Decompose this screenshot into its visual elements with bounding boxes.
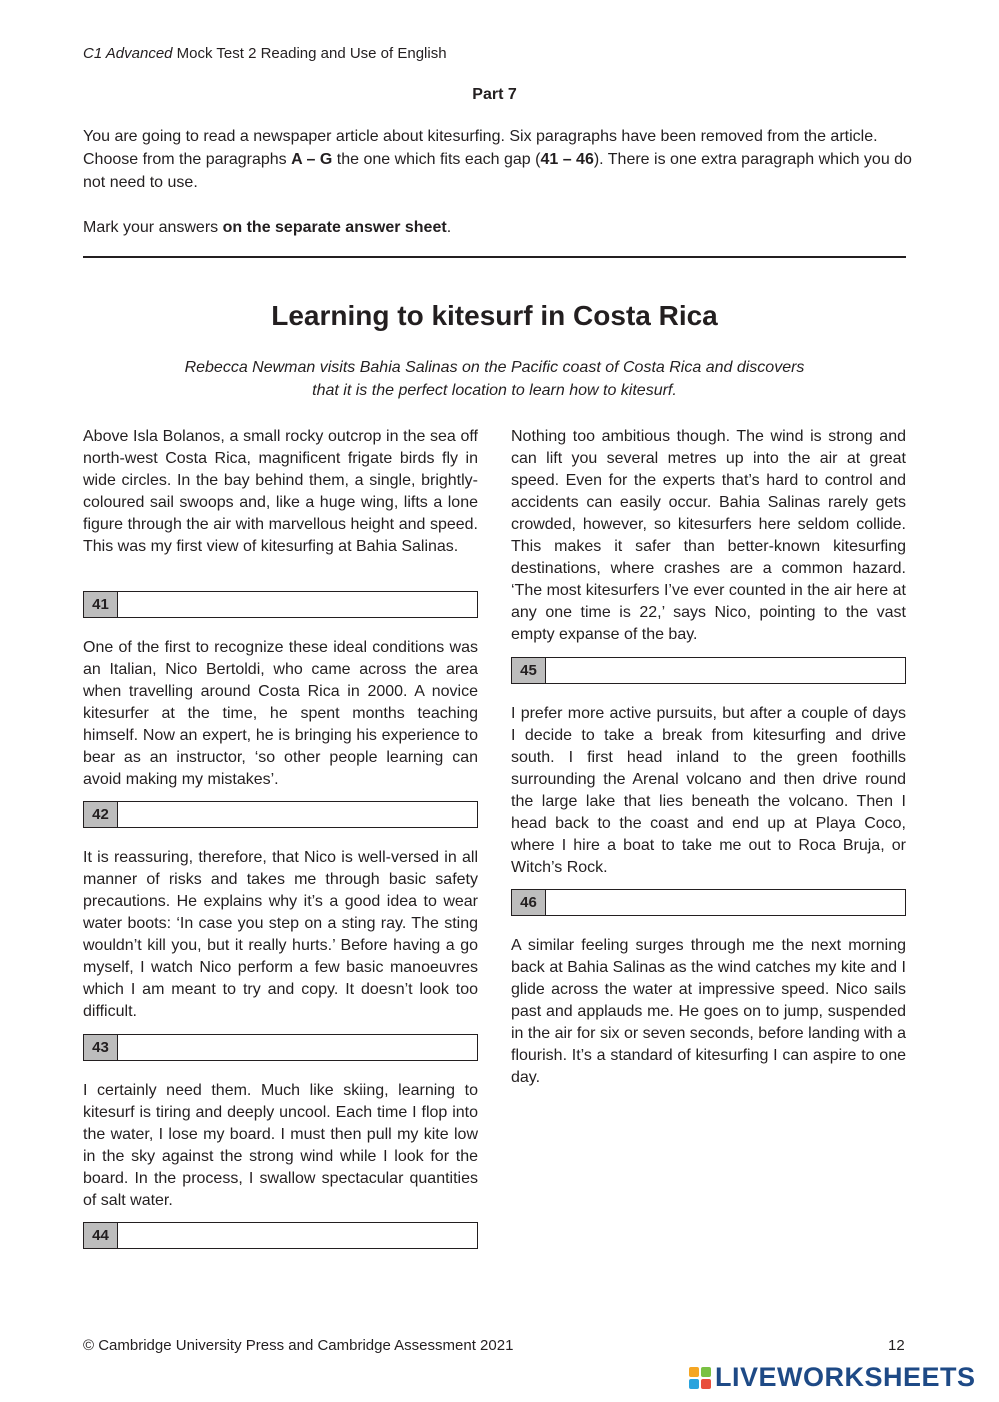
gap-number: 42: [84, 802, 118, 827]
instructions-paragraph: [83, 125, 913, 194]
page-header: [83, 45, 447, 62]
paragraph-2: [83, 637, 478, 791]
paragraph-text: I certainly need them. Much like skiing, learning to kitesurf is tiring and deeply uncool. Each time I flop into the water, I lose my board. I must then pull my kite low in the sky against the strong wind while I look for the board. In the process, I swallow spectacular quantities of salt water.: [83, 1082, 478, 1209]
part-title: Part 7: [472, 86, 517, 103]
gap-41[interactable]: [83, 591, 478, 618]
logo-square: [689, 1367, 699, 1377]
gap-answer-field[interactable]: [118, 1223, 477, 1248]
instr-text: Mark your answers: [83, 219, 223, 236]
paragraph-4: [83, 1080, 478, 1212]
paragraph-5: [511, 426, 906, 646]
instructions: [83, 125, 913, 239]
article-title: Learning to kitesurf in Costa Rica: [271, 300, 718, 331]
paragraph-text: Nothing too ambitious though. The wind is strong and can lift you several metres up into the air at great speed. Even for the experts that’s hard to control and accidents can easily occur. Bahia Salinas rarely gets crowded, however, so kitesurfers here seldom collide. This makes it safer than better-known kitesurfing destinations, where crashes are a common hazard. ‘The most kitesurfers I’ve ever counted in the air here at any one time is 22,’ says Nico, pointing to the vast empty expanse of the bay.: [511, 428, 906, 643]
instr-text: ). There is one extra paragraph which you do not need to use.: [83, 151, 912, 191]
article-subtitle: [160, 356, 829, 402]
gap-45[interactable]: [511, 657, 906, 684]
gap-44[interactable]: [83, 1222, 478, 1249]
instr-bold-range: A – G: [291, 151, 333, 168]
instr-text: .: [446, 219, 452, 236]
logo-square: [701, 1379, 711, 1389]
paragraph-text: One of the first to recognize these ideal conditions was an Italian, Nico Bertoldi, who came across the area when travelling around Costa Rica in 2000. A novice kitesurfer at the time, he spent months teaching himself. Now an expert, he is bringing his experience to bear as an instructor, ‘so other people learning can avoid making my mistakes’.: [83, 639, 478, 788]
logo-text: LIVEWORKSHEETS: [715, 1362, 976, 1392]
paragraph-3: [83, 847, 478, 1023]
subtitle-line-2: that it is the perfect location to learn how to kitesurf.: [312, 382, 677, 399]
paragraph-text: Above Isla Bolanos, a small rocky outcrop in the sea off north-west Costa Rica, magnificent frigate birds fly in wide circles. In the bay behind them, a single, brightly-coloured sail swoops and, like a huge wing, lifts a lone figure through the air with marvellous height and speed. This was my first view of kitesurfing at Bahia Salinas.: [83, 428, 478, 555]
gap-number: 46: [512, 890, 546, 915]
gap-answer-field[interactable]: [546, 890, 905, 915]
gap-number: 41: [84, 592, 118, 617]
logo-square: [701, 1367, 711, 1377]
page-number: 12: [888, 1337, 905, 1354]
gap-number: 43: [84, 1035, 118, 1060]
instr-bold-gaps: 41 – 46: [540, 151, 594, 168]
copyright: © Cambridge University Press and Cambridge Assessment 2021: [83, 1337, 514, 1354]
gap-number: 44: [84, 1223, 118, 1248]
divider: [83, 256, 906, 258]
gap-42[interactable]: [83, 801, 478, 828]
paragraph-text: A similar feeling surges through me the next morning back at Bahia Salinas as the wind catches my kite and I glide across the water at impressive speed. Nico sails past and applauds me. He goes on to jump, suspended in the air for six or seven seconds, before landing with a flourish. It’s a standard of kitesurfing I can aspire to one day.: [511, 937, 906, 1086]
gap-answer-field[interactable]: [118, 592, 477, 617]
paragraph-7: [511, 935, 906, 1089]
gap-43[interactable]: [83, 1034, 478, 1061]
gap-46[interactable]: [511, 889, 906, 916]
gap-answer-field[interactable]: [546, 658, 905, 683]
logo-grid-icon: [689, 1367, 711, 1389]
instr-text: the one which fits each gap (: [332, 151, 541, 168]
gap-answer-field[interactable]: [118, 1035, 477, 1060]
gap-answer-field[interactable]: [118, 802, 477, 827]
paragraph-text: It is reassuring, therefore, that Nico is well-versed in all manner of risks and takes me through basic safety precautions. He explains why it’s a good idea to wear water boots: ‘In case you step on a sting ray. The sting wouldn’t kill you, but it really hurts.’ Before having a go myself, I watch Nico perform a few basic manoeuvres which I am meant to try and copy. It doesn’t look too difficult.: [83, 849, 478, 1020]
logo-square: [689, 1379, 699, 1389]
liveworksheets-logo[interactable]: [689, 1362, 976, 1393]
paragraph-6: [511, 703, 906, 879]
gap-number: 45: [512, 658, 546, 683]
instr-text: You are going to read a newspaper article about kitesurfing. Six paragraphs have been removed from the article. Choose from the paragraphs: [83, 128, 878, 168]
header-title-italic: C1 Advanced: [83, 45, 173, 62]
subtitle-line-1: Rebecca Newman visits Bahia Salinas on the Pacific coast of Costa Rica and discovers: [184, 359, 805, 376]
mark-answers-line: [83, 216, 913, 239]
paragraph-1: [83, 426, 478, 558]
paragraph-text: I prefer more active pursuits, but after a couple of days I decide to take a break from kitesurfing and drive south. I first head inland to the green foothills surrounding the Arenal volcano and then drive round the large lake that lies beneath the volcano. Then I head back to the coast and end up at Playa Coco, where I hire a boat to take me out to Roca Bruja, or Witch’s Rock.: [511, 705, 906, 876]
instr-bold-sheet: on the separate answer sheet: [222, 219, 447, 236]
header-title-rest: Mock Test 2 Reading and Use of English: [172, 45, 447, 62]
